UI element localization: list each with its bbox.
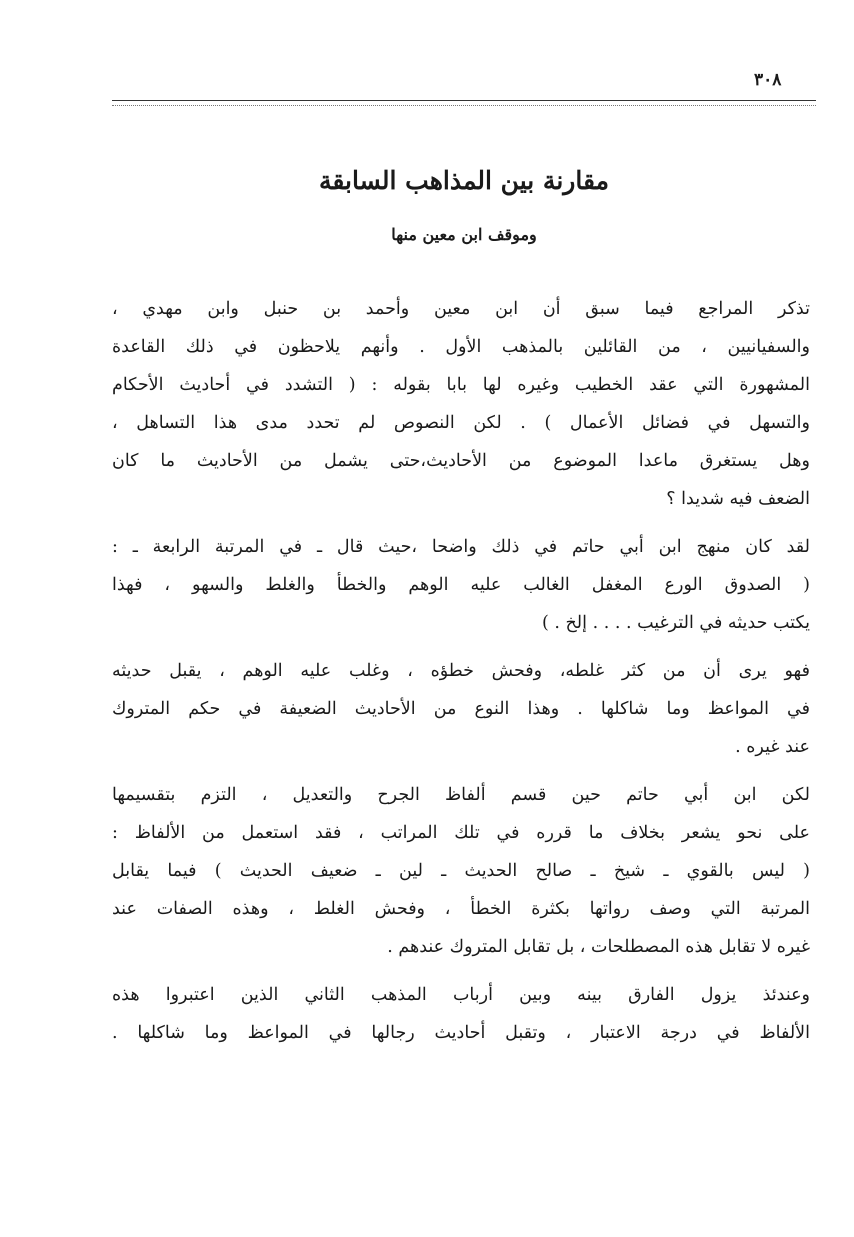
paragraph-line: المرتبة التي وصف رواتها بكثرة الخطأ ، وفحش الغلط ، وهذه الصفات عند [112, 899, 810, 919]
paragraph-1 [112, 290, 810, 518]
paragraph-line: لكن ابن أبي حاتم حين قسم ألفاظ الجرح والتعديل ، التزم بتقسيمها [112, 785, 810, 805]
paragraph-3 [112, 652, 810, 766]
paragraph-line: عند غيره . [735, 737, 810, 757]
paragraph-line: والتسهل في فضائل الأعمال ) . لكن النصوص لم تحدد مدى هذا التساهل ، [112, 413, 810, 433]
paragraph-line: ( الصدوق الورع المغفل الغالب عليه الوهم والخطأ والغلط والسهو ، فهذا [112, 575, 810, 595]
paragraph-line: الألفاظ في درجة الاعتبار ، وتقبل أحاديث رجالها في المواعظ وما شاكلها . [112, 1023, 810, 1043]
paragraph-line: غيره لا تقابل هذه المصطلحات ، بل تقابل المتروك عندهم . [387, 937, 810, 957]
paragraph-line: تذكر المراجع فيما سبق أن ابن معين وأحمد بن حنبل وابن مهدي ، [112, 299, 810, 319]
paragraph-line: المشهورة التي عقد الخطيب وغيره لها بابا بقوله : ( التشدد في أحاديث الأحكام [112, 375, 810, 395]
header-rule-secondary [112, 105, 816, 106]
paragraph-line: والسفيانيين ، من القائلين بالمذهب الأول . وأنهم يلاحظون في ذلك القاعدة [112, 337, 810, 357]
page-number: ٣٠٨ [754, 70, 782, 90]
paragraph-line: في المواعظ وما شاكلها . وهذا النوع من الأحاديث الضعيفة في حكم المتروك [112, 699, 810, 719]
paragraph-line: يكتب حديثه في الترغيب . . . . إلخ . ) [542, 613, 810, 633]
paragraph-line: ( ليس بالقوي ـ شيخ ـ صالح الحديث ـ لين ـ ضعيف الحديث ) فيما يقابل [112, 861, 810, 881]
paragraph-line: على نحو يشعر بخلاف ما قرره في تلك المراتب ، فقد استعمل من الألفاظ : [112, 823, 810, 843]
paragraph-line: الضعف فيه شديدا ؟ [666, 489, 810, 509]
section-subtitle: وموقف ابن معين منها [391, 225, 537, 244]
body-text [112, 290, 810, 1062]
paragraph-line: وعندئذ يزول الفارق بينه وبين أرباب المذهب الثاني الذين اعتبروا هذه [112, 985, 810, 1005]
paragraph-line: وهل يستغرق ماعدا الموضوع من الأحاديث،حتى يشمل من الأحاديث ما كان [112, 451, 810, 471]
paragraph-2 [112, 528, 810, 642]
paragraph-5 [112, 976, 810, 1052]
paragraph-4 [112, 776, 810, 966]
section-title: مقارنة بين المذاهب السابقة [318, 166, 610, 195]
header-rule [112, 100, 816, 101]
paragraph-line: فهو يرى أن من كثر غلطه، وفحش خطؤه ، وغلب عليه الوهم ، يقبل حديثه [112, 661, 810, 681]
paragraph-line: لقد كان منهج ابن أبي حاتم في ذلك واضحا ،حيث قال ـ في المرتبة الرابعة ـ : [112, 537, 810, 557]
